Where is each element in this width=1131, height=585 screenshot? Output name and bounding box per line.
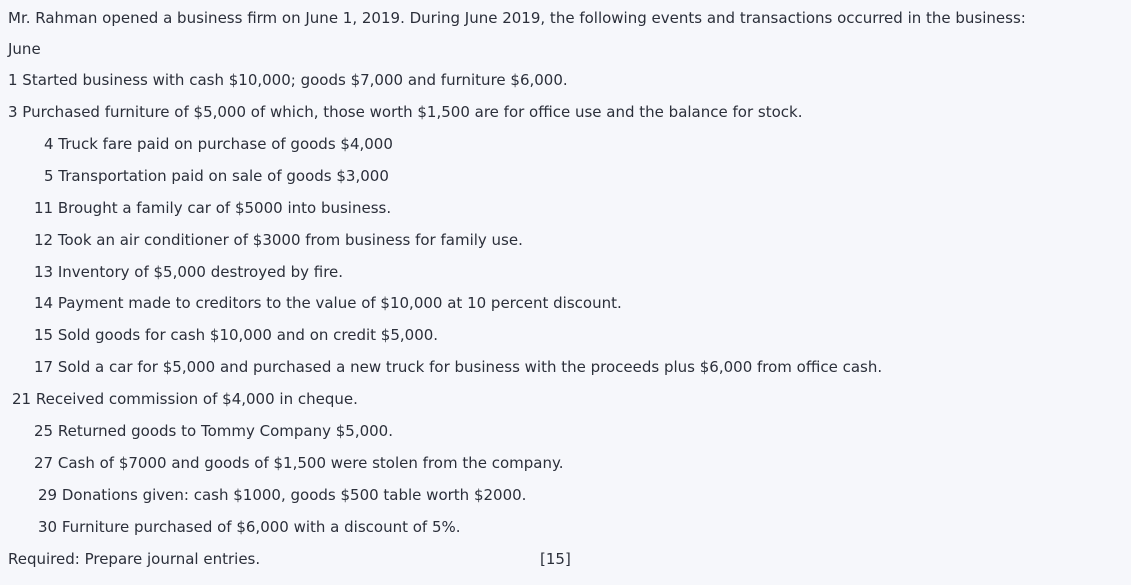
marks-label: [15] — [540, 550, 571, 568]
event-item: 15 Sold goods for cash $10,000 and on credit $5,000. — [34, 326, 439, 344]
event-item: 27 Cash of $7000 and goods of $1,500 were stolen from the company. — [34, 454, 564, 472]
required-text: Required: Prepare journal entries. — [8, 550, 261, 568]
event-item: 4 Truck fare paid on purchase of goods $4,000 — [44, 135, 393, 153]
event-item: 1 Started business with cash $10,000; goods $7,000 and furniture $6,000. — [8, 71, 568, 89]
month-label: June — [8, 40, 41, 58]
intro-text: Mr. Rahman opened a business firm on June 1, 2019. During June 2019, the following events and transactions occurred in the business: — [8, 9, 1026, 27]
event-item: 30 Furniture purchased of $6,000 with a discount of 5%. — [38, 518, 461, 536]
event-item: 11 Brought a family car of $5000 into business. — [34, 199, 392, 217]
event-item: 3 Purchased furniture of $5,000 of which, those worth $1,500 are for office use and the balance for stock. — [8, 103, 803, 121]
event-item: 17 Sold a car for $5,000 and purchased a new truck for business with the proceeds plus $6,000 from office cash. — [34, 358, 883, 376]
event-item: 14 Payment made to creditors to the value of $10,000 at 10 percent discount. — [34, 294, 622, 312]
event-item: 13 Inventory of $5,000 destroyed by fire. — [34, 263, 344, 281]
event-item: 12 Took an air conditioner of $3000 from business for family use. — [34, 231, 523, 249]
event-item: 5 Transportation paid on sale of goods $3,000 — [44, 167, 389, 185]
event-item: 21 Received commission of $4,000 in cheque. — [12, 390, 358, 408]
event-item: 29 Donations given: cash $1000, goods $500 table worth $2000. — [38, 486, 527, 504]
event-item: 25 Returned goods to Tommy Company $5,000. — [34, 422, 393, 440]
